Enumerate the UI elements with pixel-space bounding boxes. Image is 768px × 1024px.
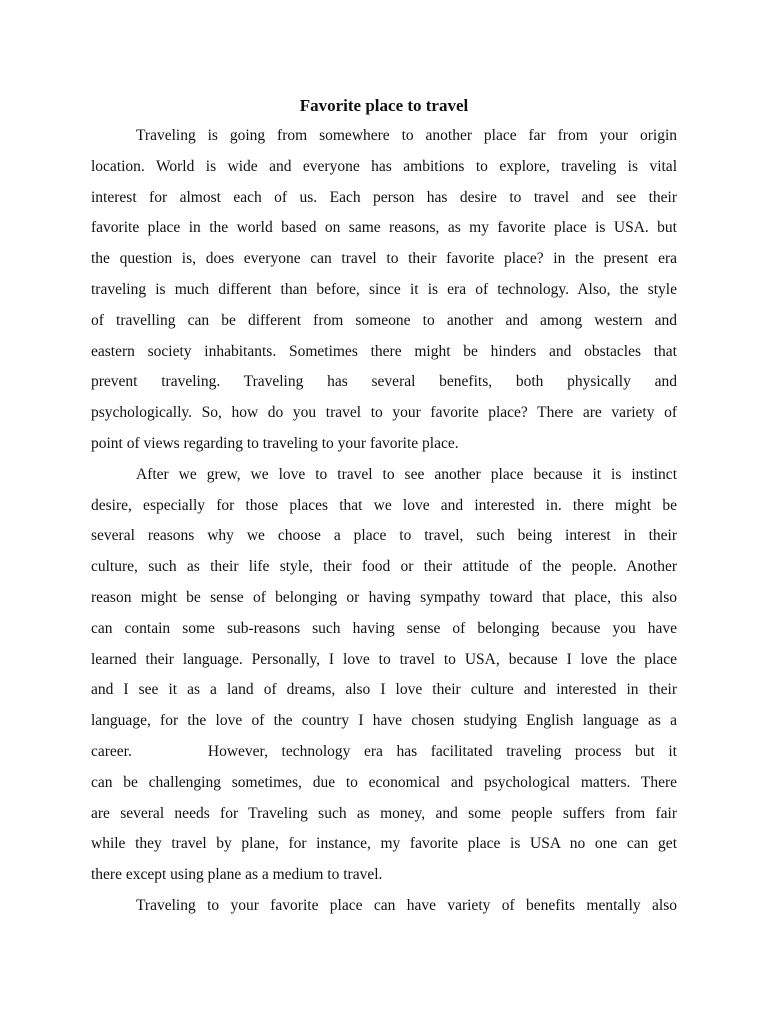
- paragraph-2: [91, 460, 677, 891]
- text-line: Traveling is going from somewhere to another place far from your origin: [136, 127, 677, 144]
- text-line: location. World is wide and everyone has ambitions to explore, traveling is vital: [91, 157, 677, 175]
- text-line: are several needs for Traveling such as money, and some people suffers from fair: [91, 804, 677, 822]
- text-line: psychologically. So, how do you travel to your favorite place? There are variety of: [91, 404, 677, 422]
- text-line: and I see it as a land of dreams, also I love their culture and interested in their: [91, 681, 677, 699]
- text-line: eastern society inhabitants. Sometimes there might be hinders and obstacles that: [91, 342, 677, 360]
- text-line: point of views regarding to traveling to your favorite place.: [91, 434, 459, 452]
- text-line: of travelling can be different from someone to another and among western and: [91, 311, 677, 329]
- text-line: there except using plane as a medium to travel.: [91, 866, 383, 884]
- paragraph-1: [91, 121, 677, 460]
- text-line: After we grew, we love to travel to see another place because it is instinct: [136, 465, 677, 483]
- text-line: Traveling to your favorite place can have variety of benefits mentally also: [136, 896, 677, 914]
- text-line: while they travel by plane, for instance, my favorite place is USA no one can get: [91, 835, 677, 853]
- text-line: can contain some sub-reasons such having sense of belonging because you have: [91, 619, 677, 637]
- paragraph-3: [91, 891, 677, 922]
- text-segment: However, technology era has facilitated traveling process but it: [207, 742, 677, 760]
- text-line: culture, such as their life style, their food or their attitude of the people. Another: [91, 558, 677, 576]
- text-segment: career.: [91, 742, 132, 760]
- text-line: learned their language. Personally, I love to travel to USA, because I love the place: [91, 650, 677, 668]
- text-line: the question is, does everyone can travel to their favorite place? in the present era: [91, 250, 677, 268]
- document-title: Favorite place to travel: [299, 96, 469, 115]
- text-line: prevent traveling. Traveling has several benefits, both physically and: [91, 373, 677, 391]
- text-line: traveling is much different than before, since it is era of technology. Also, the style: [91, 280, 677, 298]
- text-line: interest for almost each of us. Each person has desire to travel and see their: [91, 188, 677, 206]
- text-line: reason might be sense of belonging or having sympathy toward that place, this also: [91, 588, 677, 606]
- text-line: language, for the love of the country I have chosen studying English language as a: [91, 712, 677, 730]
- text-line: desire, especially for those places that we love and interested in. there might be: [91, 496, 677, 514]
- text-line: favorite place in the world based on same reasons, as my favorite place is USA. but: [91, 219, 677, 237]
- text-line: [91, 737, 677, 768]
- text-line: can be challenging sometimes, due to economical and psychological matters. There: [91, 773, 677, 791]
- text-line: several reasons why we choose a place to travel, such being interest in their: [91, 527, 677, 545]
